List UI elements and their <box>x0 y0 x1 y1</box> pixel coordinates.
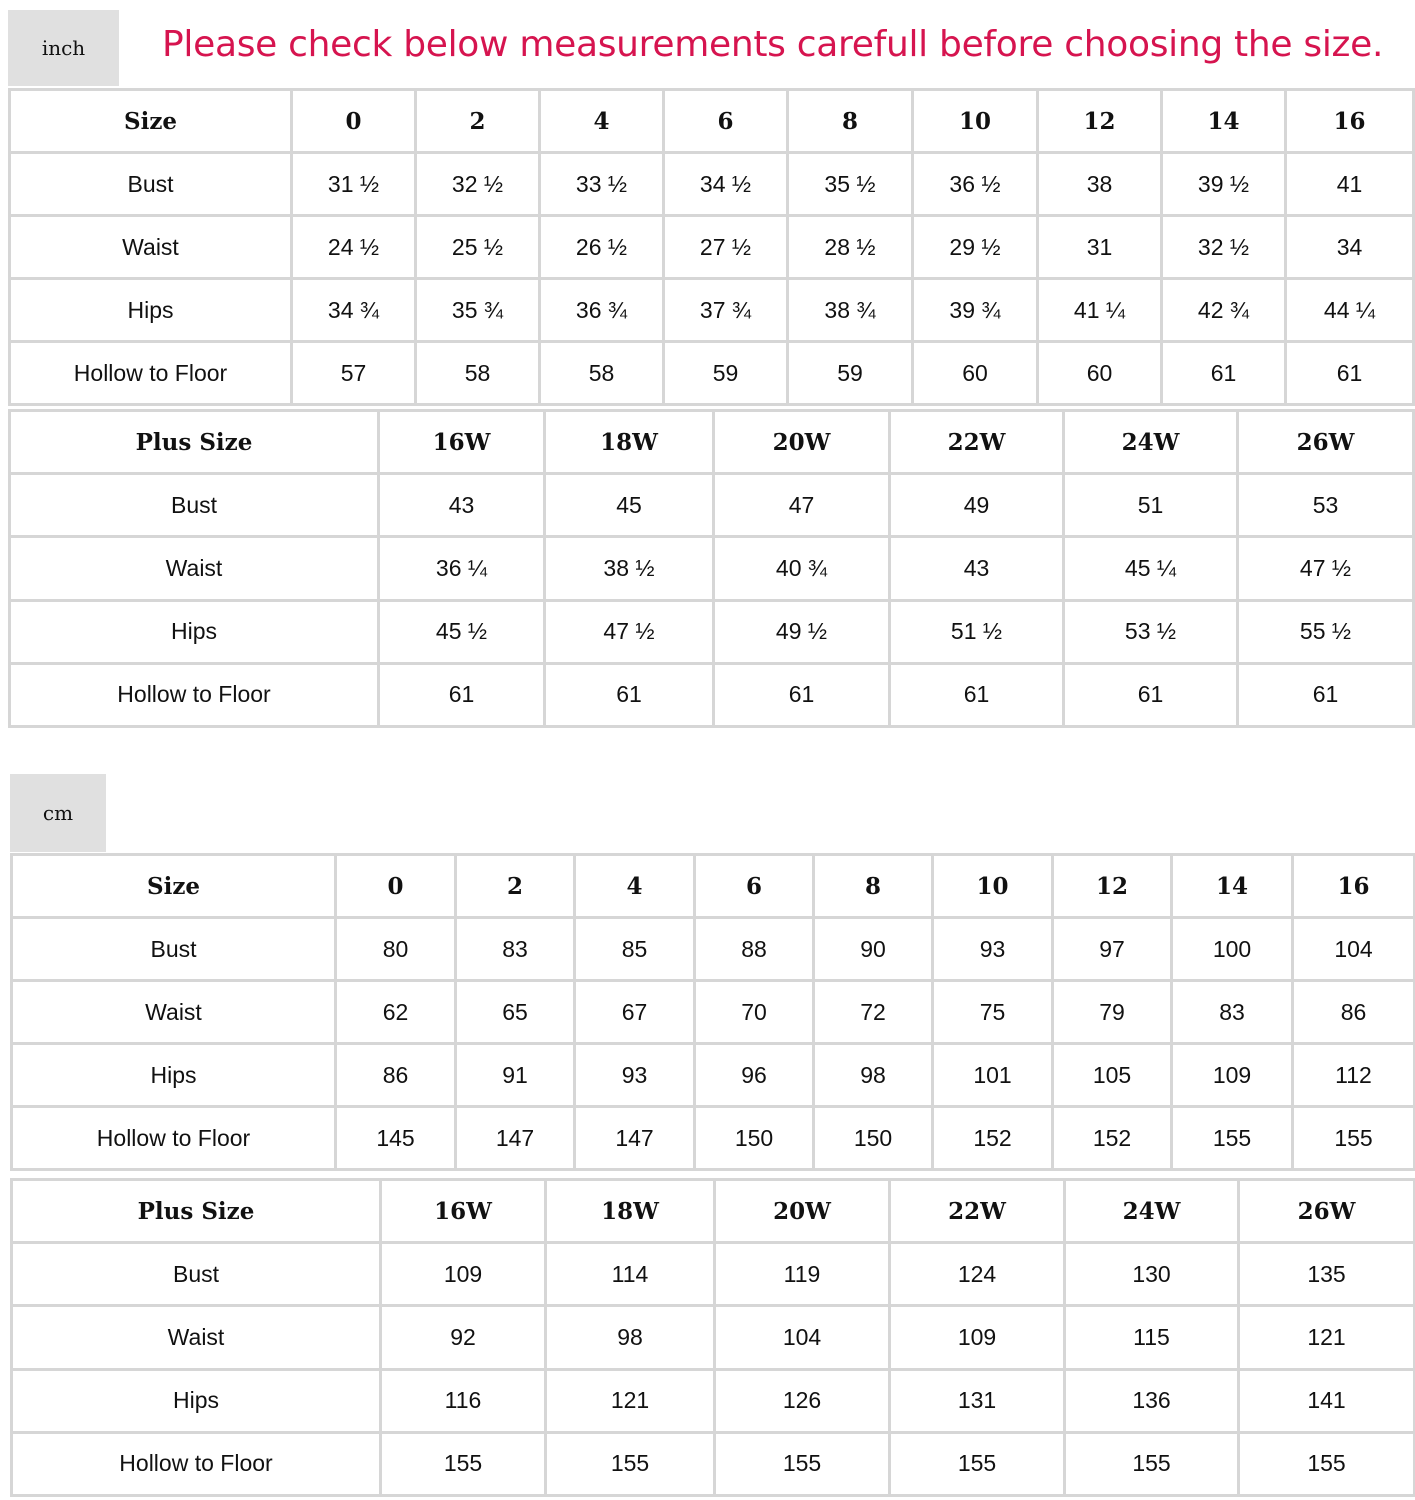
table-cell: 96 <box>695 1044 814 1107</box>
table-cell: 72 <box>814 981 933 1044</box>
table-row <box>12 1107 1415 1170</box>
row-label: Hips <box>12 1044 336 1107</box>
header-cell: 26W <box>1238 411 1414 474</box>
table-cell: 39 ¾ <box>913 279 1038 342</box>
table-cell: 51 <box>1064 474 1238 537</box>
table-row <box>12 918 1415 981</box>
unit-label-inch: inch <box>8 10 119 86</box>
table-cell: 147 <box>456 1107 575 1170</box>
header-cell: 16 <box>1286 90 1414 153</box>
table-cell: 34 ¾ <box>292 279 416 342</box>
table-row <box>10 537 1414 600</box>
table-cell: 55 ½ <box>1238 600 1414 663</box>
table-cell: 45 ½ <box>379 600 545 663</box>
table-cell: 155 <box>1293 1107 1415 1170</box>
table-cell: 121 <box>546 1369 715 1432</box>
table-cell: 59 <box>788 342 913 405</box>
table-cell: 57 <box>292 342 416 405</box>
table-cell: 98 <box>546 1306 715 1369</box>
header-cell: 10 <box>913 90 1038 153</box>
inch-standard-size-table <box>8 88 1415 406</box>
table-cell: 61 <box>379 663 545 726</box>
table-cell: 26 ½ <box>540 216 664 279</box>
table-cell: 42 ¾ <box>1162 279 1286 342</box>
table-cell: 114 <box>546 1243 715 1306</box>
table-cell: 33 ½ <box>540 153 664 216</box>
header-cell: 8 <box>788 90 913 153</box>
table-cell: 145 <box>336 1107 456 1170</box>
header-cell: 2 <box>456 855 575 918</box>
table-cell: 135 <box>1239 1243 1415 1306</box>
table-header-row <box>12 855 1415 918</box>
table-cell: 43 <box>379 474 545 537</box>
table-row <box>12 1432 1415 1495</box>
table-row <box>10 153 1414 216</box>
table-row <box>10 474 1414 537</box>
table-cell: 35 ¾ <box>416 279 540 342</box>
table-cell: 155 <box>1239 1432 1415 1495</box>
table-cell: 97 <box>1053 918 1172 981</box>
table-cell: 100 <box>1172 918 1293 981</box>
table-cell: 58 <box>540 342 664 405</box>
row-label: Hips <box>10 279 292 342</box>
size-notice: Please check below measurements carefull before choosing the size. <box>162 24 1384 65</box>
table-cell: 155 <box>715 1432 890 1495</box>
table-cell: 126 <box>715 1369 890 1432</box>
table-cell: 53 <box>1238 474 1414 537</box>
header-cell: 16W <box>379 411 545 474</box>
table-cell: 61 <box>1162 342 1286 405</box>
table-cell: 155 <box>1065 1432 1239 1495</box>
row-label: Waist <box>10 537 379 600</box>
table-cell: 155 <box>1172 1107 1293 1170</box>
table-cell: 27 ½ <box>664 216 788 279</box>
table-cell: 36 ½ <box>913 153 1038 216</box>
table-cell: 90 <box>814 918 933 981</box>
inch-plus-size-table <box>8 409 1415 728</box>
table-cell: 37 ¾ <box>664 279 788 342</box>
table-cell: 49 ½ <box>714 600 890 663</box>
table-cell: 34 ½ <box>664 153 788 216</box>
header-cell: 0 <box>292 90 416 153</box>
table-cell: 85 <box>575 918 695 981</box>
table-cell: 86 <box>336 1044 456 1107</box>
row-label: Hollow to Floor <box>10 342 292 405</box>
table-cell: 75 <box>933 981 1053 1044</box>
table-row <box>10 342 1414 405</box>
table-cell: 34 <box>1286 216 1414 279</box>
table-cell: 31 ½ <box>292 153 416 216</box>
table-row <box>10 279 1414 342</box>
row-label: Hips <box>10 600 379 663</box>
row-label: Bust <box>12 918 336 981</box>
table-cell: 38 <box>1038 153 1162 216</box>
table-cell: 61 <box>1064 663 1238 726</box>
header-cell: 22W <box>890 411 1064 474</box>
table-cell: 59 <box>664 342 788 405</box>
table-cell: 32 ½ <box>416 153 540 216</box>
table-cell: 105 <box>1053 1044 1172 1107</box>
header-cell: 24W <box>1065 1180 1239 1243</box>
table-cell: 40 ¾ <box>714 537 890 600</box>
header-cell: 24W <box>1064 411 1238 474</box>
row-label: Hips <box>12 1369 381 1432</box>
row-label: Bust <box>10 153 292 216</box>
table-cell: 79 <box>1053 981 1172 1044</box>
table-cell: 60 <box>913 342 1038 405</box>
table-cell: 155 <box>546 1432 715 1495</box>
table-cell: 115 <box>1065 1306 1239 1369</box>
table-cell: 45 <box>545 474 714 537</box>
header-cell: 12 <box>1038 90 1162 153</box>
row-label: Waist <box>10 216 292 279</box>
header-cell: 10 <box>933 855 1053 918</box>
header-cell: 4 <box>540 90 664 153</box>
header-cell: 6 <box>664 90 788 153</box>
table-cell: 61 <box>714 663 890 726</box>
table-cell: 39 ½ <box>1162 153 1286 216</box>
header-cell: 16 <box>1293 855 1415 918</box>
table-cell: 109 <box>890 1306 1065 1369</box>
header-cell: Plus Size <box>12 1180 381 1243</box>
unit-label-cm: cm <box>10 774 106 852</box>
table-cell: 35 ½ <box>788 153 913 216</box>
table-cell: 32 ½ <box>1162 216 1286 279</box>
header-cell: Size <box>10 90 292 153</box>
table-cell: 61 <box>1286 342 1414 405</box>
table-cell: 38 ½ <box>545 537 714 600</box>
table-cell: 41 <box>1286 153 1414 216</box>
table-cell: 92 <box>381 1306 546 1369</box>
table-cell: 83 <box>456 918 575 981</box>
table-cell: 150 <box>814 1107 933 1170</box>
table-cell: 28 ½ <box>788 216 913 279</box>
table-cell: 58 <box>416 342 540 405</box>
table-cell: 67 <box>575 981 695 1044</box>
table-row <box>12 1369 1415 1432</box>
table-cell: 116 <box>381 1369 546 1432</box>
table-cell: 152 <box>1053 1107 1172 1170</box>
table-cell: 93 <box>575 1044 695 1107</box>
header-cell: 14 <box>1162 90 1286 153</box>
table-row <box>10 600 1414 663</box>
row-label: Waist <box>12 1306 381 1369</box>
table-cell: 93 <box>933 918 1053 981</box>
row-label: Hollow to Floor <box>12 1107 336 1170</box>
row-label: Waist <box>12 981 336 1044</box>
table-cell: 91 <box>456 1044 575 1107</box>
table-cell: 31 <box>1038 216 1162 279</box>
header-cell: 18W <box>545 411 714 474</box>
header-cell: 6 <box>695 855 814 918</box>
table-cell: 124 <box>890 1243 1065 1306</box>
table-cell: 101 <box>933 1044 1053 1107</box>
header-cell: 16W <box>381 1180 546 1243</box>
table-row <box>12 1044 1415 1107</box>
table-cell: 38 ¾ <box>788 279 913 342</box>
table-cell: 141 <box>1239 1369 1415 1432</box>
header-cell: Size <box>12 855 336 918</box>
table-cell: 130 <box>1065 1243 1239 1306</box>
table-cell: 147 <box>575 1107 695 1170</box>
table-cell: 49 <box>890 474 1064 537</box>
row-label: Bust <box>10 474 379 537</box>
table-row <box>10 663 1414 726</box>
cm-standard-size-table <box>10 853 1415 1171</box>
table-row <box>12 1306 1415 1369</box>
header-cell: Plus Size <box>10 411 379 474</box>
header-cell: 4 <box>575 855 695 918</box>
table-cell: 36 ¾ <box>540 279 664 342</box>
table-cell: 51 ½ <box>890 600 1064 663</box>
header-cell: 20W <box>714 411 890 474</box>
table-header-row <box>10 411 1414 474</box>
header-cell: 12 <box>1053 855 1172 918</box>
table-cell: 155 <box>890 1432 1065 1495</box>
table-cell: 29 ½ <box>913 216 1038 279</box>
table-row <box>12 1243 1415 1306</box>
header-cell: 0 <box>336 855 456 918</box>
table-cell: 112 <box>1293 1044 1415 1107</box>
table-cell: 70 <box>695 981 814 1044</box>
table-cell: 119 <box>715 1243 890 1306</box>
header-cell: 18W <box>546 1180 715 1243</box>
table-cell: 86 <box>1293 981 1415 1044</box>
table-cell: 43 <box>890 537 1064 600</box>
table-header-row <box>12 1180 1415 1243</box>
header-cell: 8 <box>814 855 933 918</box>
table-cell: 47 <box>714 474 890 537</box>
table-cell: 61 <box>890 663 1064 726</box>
table-cell: 60 <box>1038 342 1162 405</box>
header-cell: 20W <box>715 1180 890 1243</box>
table-cell: 150 <box>695 1107 814 1170</box>
table-cell: 104 <box>1293 918 1415 981</box>
header-cell: 14 <box>1172 855 1293 918</box>
table-cell: 53 ½ <box>1064 600 1238 663</box>
table-cell: 121 <box>1239 1306 1415 1369</box>
table-cell: 24 ½ <box>292 216 416 279</box>
table-cell: 152 <box>933 1107 1053 1170</box>
table-cell: 45 ¼ <box>1064 537 1238 600</box>
table-cell: 62 <box>336 981 456 1044</box>
table-cell: 41 ¼ <box>1038 279 1162 342</box>
table-cell: 109 <box>381 1243 546 1306</box>
table-cell: 80 <box>336 918 456 981</box>
cm-plus-size-table <box>10 1178 1415 1497</box>
table-cell: 47 ½ <box>545 600 714 663</box>
header-cell: 26W <box>1239 1180 1415 1243</box>
row-label: Hollow to Floor <box>12 1432 381 1495</box>
table-cell: 98 <box>814 1044 933 1107</box>
table-cell: 109 <box>1172 1044 1293 1107</box>
table-row <box>12 981 1415 1044</box>
table-cell: 47 ½ <box>1238 537 1414 600</box>
table-cell: 104 <box>715 1306 890 1369</box>
table-cell: 131 <box>890 1369 1065 1432</box>
table-cell: 83 <box>1172 981 1293 1044</box>
header-cell: 22W <box>890 1180 1065 1243</box>
table-cell: 36 ¼ <box>379 537 545 600</box>
table-cell: 61 <box>545 663 714 726</box>
row-label: Bust <box>12 1243 381 1306</box>
table-cell: 136 <box>1065 1369 1239 1432</box>
table-cell: 25 ½ <box>416 216 540 279</box>
table-row <box>10 216 1414 279</box>
table-cell: 88 <box>695 918 814 981</box>
table-cell: 65 <box>456 981 575 1044</box>
table-cell: 61 <box>1238 663 1414 726</box>
table-cell: 155 <box>381 1432 546 1495</box>
header-cell: 2 <box>416 90 540 153</box>
table-header-row <box>10 90 1414 153</box>
table-cell: 44 ¼ <box>1286 279 1414 342</box>
row-label: Hollow to Floor <box>10 663 379 726</box>
